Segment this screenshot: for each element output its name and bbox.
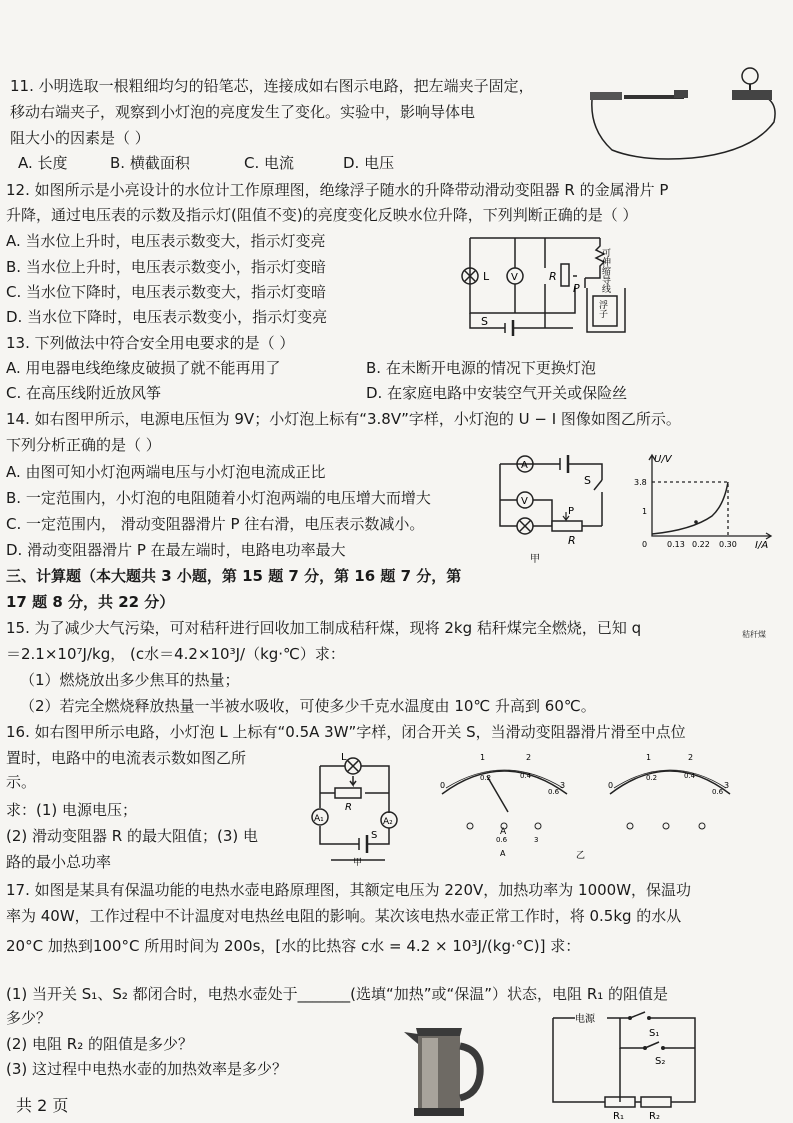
q17-fig-r2-label: R₂ bbox=[649, 1111, 660, 1122]
q11-option-c: C. 电流 bbox=[244, 154, 295, 172]
q14-option-b: B. 一定范围内，小灯泡的电阻随着小灯泡两端的电压增大而增大 bbox=[6, 489, 431, 507]
meter2-tick-2: 2 bbox=[688, 753, 694, 762]
q16-fig-lamp-label: L bbox=[341, 752, 347, 763]
q14-circuit-figure-jia bbox=[490, 450, 615, 565]
q14-graph-ylabel: U/V bbox=[654, 454, 672, 465]
q14-graph-xtick-0: 0 bbox=[642, 540, 648, 549]
q12-line2: 升降，通过电压表的示数及指示灯(阻值不变)的亮度变化反映水位升降，下列判断正确的是（ ） bbox=[6, 206, 638, 224]
meter1-letter: A bbox=[500, 827, 507, 837]
q17-line2: 率为 40W，工作过程中不计温度对电热丝电阻的影响。某次该电热水壶正常工作时，将 0.5kg 的水从 bbox=[6, 907, 682, 925]
meter1-tick-0: 0 bbox=[440, 781, 446, 790]
meter1-terminal-3: 3 bbox=[534, 836, 539, 844]
q14-graph-ytick-38: 3.8 bbox=[634, 478, 647, 487]
q14-graph-xtick-022: 0.22 bbox=[692, 540, 710, 549]
meter1-tick-1: 1 bbox=[480, 753, 486, 762]
q17-fig-s1-label: S₁ bbox=[649, 1028, 660, 1039]
q12-fig-lamp-label: L bbox=[483, 270, 490, 283]
q11-option-b: B. 横截面积 bbox=[110, 154, 190, 172]
q12-fig-slider-label: P bbox=[573, 282, 580, 295]
q17-line1: 17. 如图是某具有保温功能的电热水壶电路原理图，其额定电压为 220V，加热功率为 1000W，保温功 bbox=[6, 881, 692, 899]
meter2-tick-1: 1 bbox=[646, 753, 652, 762]
q16-fig-resistor-label: R bbox=[345, 802, 352, 813]
meter1-tick-3: 3 bbox=[560, 781, 566, 790]
q16-circuit-figure-jia bbox=[305, 748, 410, 866]
q14-option-c: C. 一定范围内， 滑动变阻器滑片 P 往右滑，电压表示数减小。 bbox=[6, 515, 425, 533]
q16-line4: 求：(1) 电源电压； bbox=[6, 801, 138, 819]
q17-fig-power-label: 电源 bbox=[575, 1014, 595, 1025]
q12-fig-float-label: 浮子 bbox=[597, 300, 607, 318]
q16-fig-caption-yi: 乙 bbox=[576, 851, 586, 861]
q14-fig-voltmeter-label: V bbox=[521, 496, 528, 507]
q12-fig-voltmeter-label: V bbox=[511, 272, 518, 283]
q15-item1: （1）燃烧放出多少焦耳的热量； bbox=[20, 671, 240, 689]
meter1-tick-2: 2 bbox=[526, 753, 532, 762]
q12-option-c: C. 当水位下降时，电压表示数变大，指示灯变暗 bbox=[6, 283, 327, 301]
q15-line1: 15. 为了减少大气污染，可对秸秆进行回收加工制成秸秆煤，现将 2kg 秸秆煤完全燃烧，已知 q bbox=[6, 619, 642, 637]
kettle-photo bbox=[398, 1018, 490, 1118]
q17-line3: 20°C 加热到100°C 所用时间为 200s，[水的比热容 c水 = 4.2 × 10³J/(kg·°C)] 求： bbox=[6, 937, 581, 955]
q14-graph-xlabel: I/A bbox=[755, 540, 769, 551]
meter2-tick-06: 0.6 bbox=[712, 788, 724, 796]
q17-kettle-circuit bbox=[545, 1002, 710, 1120]
meter2-tick-0: 0 bbox=[608, 781, 614, 790]
q14-line2: 下列分析正确的是（ ） bbox=[6, 436, 161, 454]
q11-pencil-circuit-figure bbox=[582, 60, 782, 165]
q13-option-a: A. 用电器电线绝缘皮破损了就不能再用了 bbox=[6, 359, 281, 377]
q16-line3: 示。 bbox=[6, 773, 37, 791]
q16-fig-a2-label: A₂ bbox=[383, 817, 393, 827]
q17-item1-line2: 多少？ bbox=[6, 1009, 52, 1027]
q11-line2: 移动右端夹子，观察到小灯泡的亮度发生了变化。实验中，影响导体电 bbox=[10, 103, 476, 121]
q13-line1: 13. 下列做法中符合安全用电要求的是（ ） bbox=[6, 334, 295, 352]
q14-fig-slider-label: P bbox=[568, 506, 575, 517]
section3-heading-line1: 三、计算题（本大题共 3 小题，第 15 题 7 分，第 16 题 7 分，第 bbox=[6, 567, 462, 585]
q16-line2: 置时，电路中的电流表示数如图乙所 bbox=[6, 749, 247, 767]
section3-heading-line2: 17 题 8 分，共 22 分） bbox=[6, 593, 175, 611]
meter1-tick-06: 0.6 bbox=[548, 788, 560, 796]
q13-option-d: D. 在家庭电路中安装空气开关或保险丝 bbox=[366, 384, 628, 402]
q14-option-a: A. 由图可知小灯泡两端电压与小灯泡电流成正比 bbox=[6, 463, 326, 481]
q16-ammeter-dial-2 bbox=[576, 748, 740, 861]
q16-fig-switch-label: S bbox=[371, 830, 378, 841]
q13-option-b: B. 在未断开电源的情况下更换灯泡 bbox=[366, 359, 596, 377]
q16-line5: (2) 滑动变阻器 R 的最大阻值；(3) 电 bbox=[6, 827, 258, 845]
q12-fig-resistor-label: R bbox=[549, 270, 557, 283]
q15-q-subscript: 秸秆煤 bbox=[742, 630, 766, 639]
meter2-tick-02: 0.2 bbox=[646, 774, 658, 782]
q14-fig-resistor-label: R bbox=[568, 534, 576, 547]
q17-item2: (2) 电阻 R₂ 的阻值是多少？ bbox=[6, 1035, 193, 1053]
meter2-tick-04: 0.4 bbox=[684, 772, 696, 780]
q17-fig-r1-label: R₁ bbox=[613, 1111, 624, 1122]
q14-line1: 14. 如右图甲所示，电源电压恒为 9V；小灯泡上标有“3.8V”字样，小灯泡的 U − I 图像如图乙所示。 bbox=[6, 410, 681, 428]
q11-option-d: D. 电压 bbox=[343, 154, 395, 172]
q11-line1: 11. 小明选取一根粗细均匀的铅笔芯，连接成如右图示电路，把左端夹子固定， bbox=[10, 77, 534, 95]
q11-option-a: A. 长度 bbox=[18, 154, 68, 172]
q14-graph-xtick-013: 0.13 bbox=[667, 540, 685, 549]
q14-ui-graph bbox=[632, 450, 782, 550]
q12-option-a: A. 当水位上升时，电压表示数变大，指示灯变亮 bbox=[6, 232, 326, 250]
q14-graph-xtick-030: 0.30 bbox=[719, 540, 737, 549]
q11-line3: 阻大小的因素是（ ） bbox=[10, 129, 150, 147]
q13-option-c: C. 在高压线附近放风筝 bbox=[6, 384, 162, 402]
q12-option-b: B. 当水位上升时，电压表示数变小，指示灯变暗 bbox=[6, 258, 326, 276]
meter1-bottom-letter: A bbox=[500, 849, 506, 858]
q12-line1: 12. 如图所示是小亮设计的水位计工作原理图，绝缘浮子随水的升降带动滑动变阻器 R 的金属滑片 P bbox=[6, 181, 669, 199]
q12-fig-switch-label: S bbox=[481, 315, 488, 328]
q15-line2: ＝2.1×10⁷J/kg， (c水＝4.2×10³J/（kg·℃）求： bbox=[6, 645, 345, 663]
q17-item1-line1: (1) 当开关 S₁、S₂ 都闭合时，电热水壶处于_______(选填“加热”或“保温”）状态，电阻 R₁ 的阻值是 bbox=[6, 985, 669, 1003]
q16-ammeter-dial-1 bbox=[432, 748, 577, 860]
q14-fig-caption: 甲 bbox=[530, 554, 540, 565]
q12-fig-wire-label: 可伸缩导线 bbox=[600, 248, 610, 293]
q12-option-d: D. 当水位下降时，电压表示数变小，指示灯变亮 bbox=[6, 308, 328, 326]
q14-fig-switch-label: S bbox=[584, 474, 591, 487]
q14-option-d: D. 滑动变阻器滑片 P 在最左端时，电路电功率最大 bbox=[6, 541, 346, 559]
meter1-tick-02: 0.2 bbox=[480, 774, 492, 782]
page-footer: 共 2 页 bbox=[16, 1096, 69, 1115]
q17-fig-s2-label: S₂ bbox=[655, 1056, 666, 1067]
q16-fig-caption-jia: 甲 bbox=[353, 858, 363, 868]
q12-water-level-circuit bbox=[455, 228, 635, 340]
q14-graph-ytick-1: 1 bbox=[642, 507, 648, 516]
q15-item2: （2）若完全燃烧释放热量一半被水吸收，可使多少千克水温度由 10℃ 升高到 60℃。 bbox=[20, 697, 596, 715]
q17-item3: (3) 这过程中电热水壶的加热效率是多少？ bbox=[6, 1060, 288, 1078]
q14-fig-ammeter-label: A bbox=[521, 460, 528, 471]
q16-fig-a1-label: A₁ bbox=[314, 814, 324, 824]
meter2-tick-3: 3 bbox=[724, 781, 730, 790]
q16-line6: 路的最小总功率 bbox=[6, 853, 112, 871]
meter1-tick-04: 0.4 bbox=[520, 772, 532, 780]
meter1-terminal-06: 0.6 bbox=[496, 836, 508, 844]
q16-line1: 16. 如右图甲所示电路，小灯泡 L 上标有“0.5A 3W”字样，闭合开关 S，当滑动变阻器滑片滑至中点位 bbox=[6, 723, 686, 741]
